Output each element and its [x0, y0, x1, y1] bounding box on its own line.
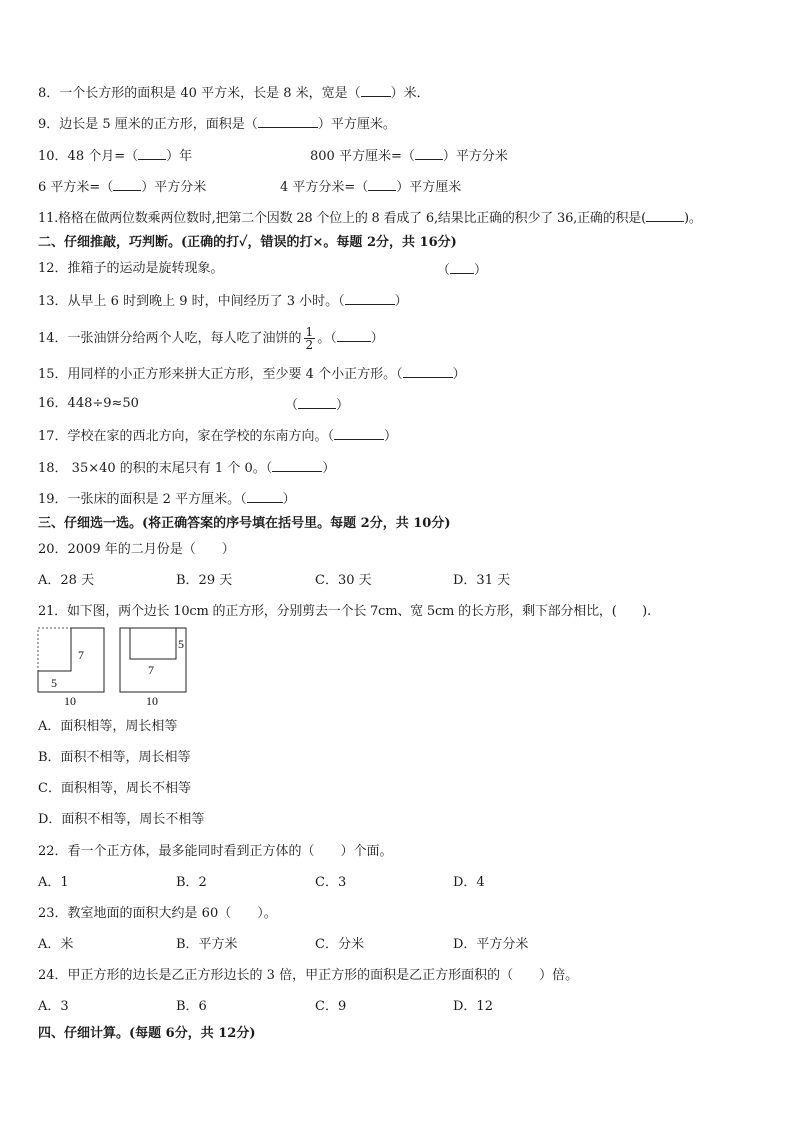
option-a[interactable]: A．3	[38, 999, 69, 1014]
question-18-text-end: ）	[322, 461, 336, 476]
cut-notch	[130, 628, 176, 659]
question-15	[38, 365, 466, 383]
question-17-text-end: ）	[384, 429, 398, 444]
section-4-heading: 四、仔细计算。(每题 6分，共 12分)	[38, 1026, 256, 1041]
answer-blank[interactable]	[415, 147, 443, 160]
question-16	[38, 396, 139, 412]
question-19	[38, 490, 296, 508]
paren-left: （	[285, 398, 299, 413]
answer-blank[interactable]	[403, 365, 453, 378]
question-12-answer[interactable]	[437, 261, 487, 279]
answer-blank[interactable]	[334, 427, 384, 440]
question-19-text: 19．一张床的面积是 2 平方厘米。（	[38, 492, 247, 507]
question-9-text-end: ）平方厘米。	[317, 117, 396, 132]
question-10b-text-end: ）平方分米	[442, 149, 508, 164]
question-14-text-mid: 。（	[317, 331, 337, 346]
paren-left: （	[437, 263, 451, 278]
figure-square-1	[36, 626, 110, 708]
answer-blank[interactable]	[345, 292, 395, 305]
fraction-denominator: 2	[305, 338, 314, 352]
label-5: 5	[178, 637, 184, 651]
answer-blank[interactable]	[298, 396, 336, 409]
question-14-text: 14．一张油饼分给两个人吃，每人吃了油饼的	[38, 331, 302, 346]
question-10d-text: 4 平方分米=（	[280, 180, 369, 195]
figure-square-2	[118, 626, 192, 708]
question-10b-text: 800 平方厘米=（	[310, 149, 415, 164]
question-18	[38, 459, 335, 477]
question-10d	[280, 178, 461, 196]
answer-blank[interactable]	[258, 115, 318, 128]
label-7: 7	[78, 648, 84, 662]
question-13-text: 13．从早上 6 时到晚上 9 时，中间经历了 3 小时。（	[38, 294, 345, 309]
question-17-text: 17．学校在家的西北方向，家在学校的东南方向。（	[38, 429, 335, 444]
option-d[interactable]: D．4	[453, 875, 485, 890]
section-2-heading: 二、仔细推敲，巧判断。(正确的打✓，错误的打×。每题 2分，共 16分)	[38, 235, 457, 250]
fraction	[304, 326, 316, 351]
option-c[interactable]: C．3	[315, 875, 347, 890]
option-c[interactable]: C．30 天	[315, 573, 372, 588]
question-22: 22．看一个正方体，最多能同时看到正方体的（ ）个面。	[38, 844, 393, 859]
question-10c-text-end: ）平方分米	[141, 180, 207, 195]
question-10c-text: 6 平方米=（	[38, 180, 114, 195]
question-11-text: 11.格格在做两位数乘两位数时,把第二个因数 28 个位上的 8 看成了 6,结果比正确的积少了 36,正确的积是(	[38, 211, 646, 226]
fraction-numerator: 1	[305, 325, 314, 339]
question-12	[38, 261, 224, 277]
option-d[interactable]: D．面积不相等，周长不相等	[38, 812, 205, 827]
answer-blank[interactable]	[361, 84, 391, 97]
question-18-text: 18． 35×40 的积的末尾只有 1 个 0。（	[38, 461, 273, 476]
label-5: 5	[51, 676, 57, 690]
option-b[interactable]: B．平方米	[176, 937, 238, 952]
question-17	[38, 427, 397, 445]
question-13-text-end: ）	[394, 294, 408, 309]
question-8-text: 8．一个长方形的面积是 40 平方米，长是 8 米，宽是（	[38, 86, 361, 101]
paren-right: ）	[474, 263, 488, 278]
paren-right: ）	[336, 398, 350, 413]
answer-blank[interactable]	[113, 178, 141, 191]
option-a[interactable]: A．28 天	[38, 573, 95, 588]
answer-blank[interactable]	[247, 490, 283, 503]
question-10a	[38, 147, 192, 165]
question-9-text: 9．边长是 5 厘米的正方形，面积是（	[38, 117, 258, 132]
option-c[interactable]: C．9	[315, 999, 347, 1014]
label-7: 7	[148, 663, 154, 677]
option-c[interactable]: C．分米	[315, 937, 364, 952]
question-16-text: 16．448÷9≈50	[38, 396, 139, 411]
question-19-text-end: ）	[282, 492, 296, 507]
question-10b	[310, 147, 508, 165]
question-24: 24．甲正方形的边长是乙正方形边长的 3 倍，甲正方形的面积是乙正方形面积的（ ）倍。	[38, 968, 579, 983]
answer-blank[interactable]	[646, 209, 684, 222]
question-11	[38, 209, 702, 227]
question-10d-text-end: ）平方厘米	[396, 180, 462, 195]
option-b[interactable]: B．29 天	[176, 573, 233, 588]
option-a[interactable]: A．1	[38, 875, 69, 890]
answer-blank[interactable]	[450, 261, 474, 274]
section-3-heading: 三、仔细选一选。(将正确答案的序号填在括号里。每题 2分，共 10分)	[38, 516, 451, 531]
answer-blank[interactable]	[138, 147, 166, 160]
answer-blank[interactable]	[272, 459, 322, 472]
label-10: 10	[146, 694, 158, 708]
question-8	[38, 84, 430, 102]
question-13	[38, 292, 408, 310]
option-d[interactable]: D．平方分米	[453, 937, 529, 952]
answer-blank[interactable]	[368, 178, 396, 191]
question-15-text: 15．用同样的小正方形来拼大正方形，至少要 4 个小正方形。（	[38, 367, 403, 382]
option-b[interactable]: B．面积不相等，周长相等	[38, 750, 191, 765]
question-23: 23．教室地面的面积大约是 60（ ）。	[38, 906, 277, 921]
question-12-text: 12．推箱子的运动是旋转现象。	[38, 261, 224, 276]
question-20: 20．2009 年的二月份是（ ）	[38, 542, 235, 557]
option-a[interactable]: A．米	[38, 937, 74, 952]
question-8-text-end: ）米．	[390, 86, 430, 101]
option-b[interactable]: B．2	[176, 875, 207, 890]
option-b[interactable]: B．6	[176, 999, 207, 1014]
option-c[interactable]: C．面积相等，周长不相等	[38, 781, 191, 796]
question-21: 21．如下图，两个边长 10cm 的正方形，分别剪去一个长 7cm、宽 5cm 的长方形，剩下部分相比，( ).	[38, 604, 651, 619]
answer-blank[interactable]	[337, 329, 371, 342]
label-10: 10	[64, 694, 76, 708]
option-d[interactable]: D．31 天	[453, 573, 511, 588]
question-14-text-end: ）	[370, 331, 384, 346]
question-11-text-end: )。	[683, 211, 702, 226]
question-10c	[38, 178, 206, 196]
option-a[interactable]: A．面积相等，周长相等	[38, 719, 178, 734]
remaining-shape	[38, 628, 104, 692]
option-d[interactable]: D．12	[453, 999, 493, 1014]
question-14	[38, 326, 384, 351]
question-10a-text: 10．48 个月=（	[38, 149, 139, 164]
question-16-answer[interactable]	[285, 396, 349, 414]
question-15-text-end: ）	[452, 367, 466, 382]
question-10a-text-end: ）年	[166, 149, 193, 164]
question-9	[38, 115, 396, 133]
